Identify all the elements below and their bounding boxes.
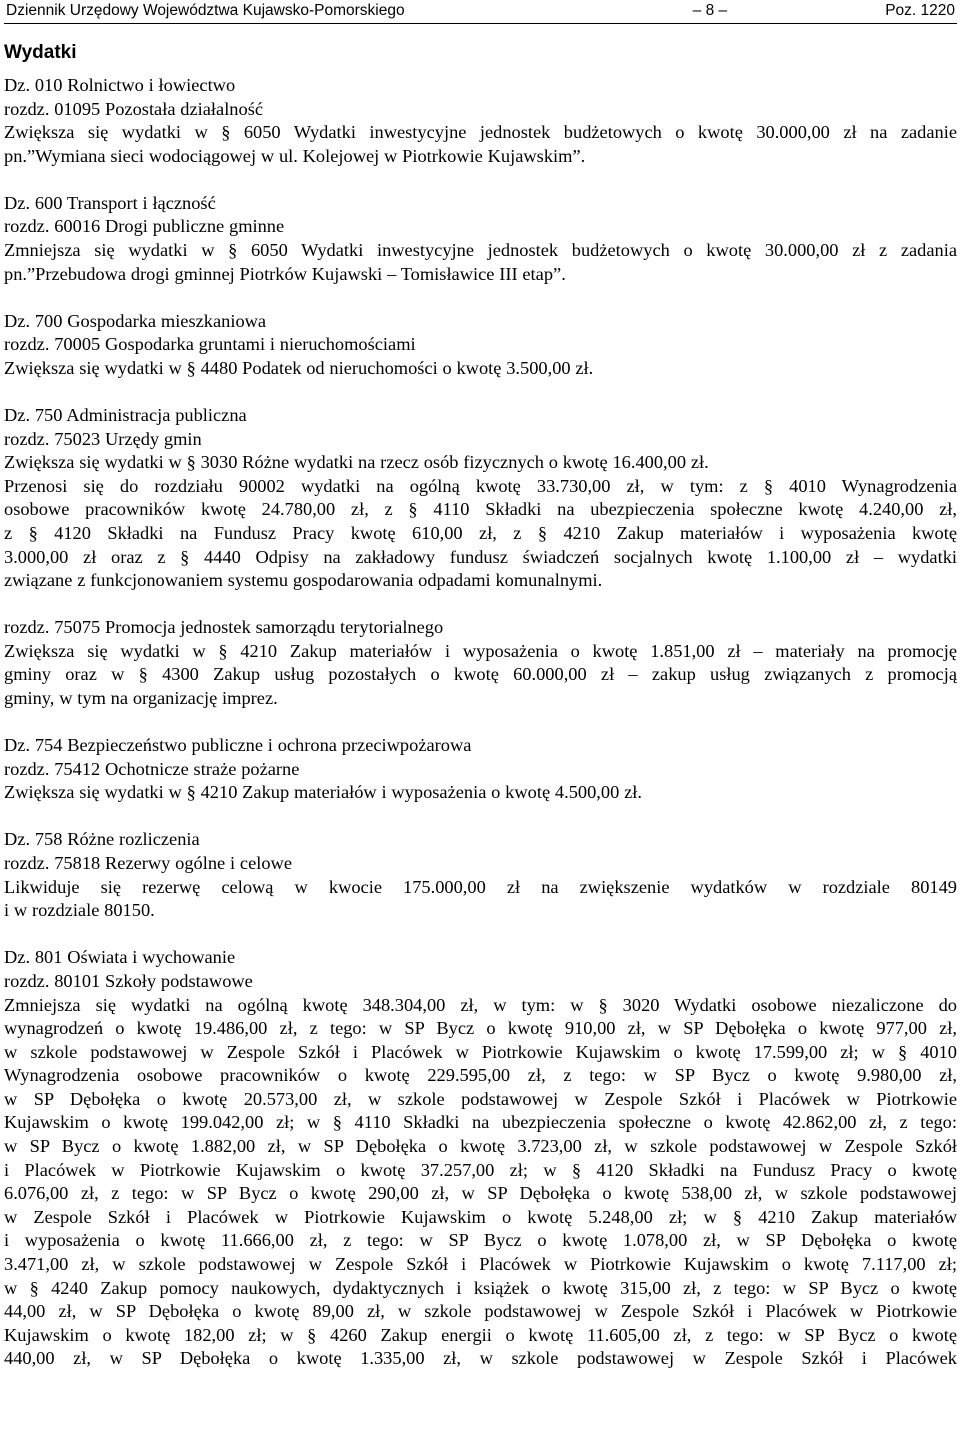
- text-line: związane z funkcjonowaniem systemu gospodarowania odpadami komunalnymi.: [4, 570, 603, 591]
- page-header: [4, 0, 957, 24]
- text-line: Kujawskim o kwotę 199.042,00 zł; w § 4110 Składki na ubezpieczenia społeczne o kwotę 42.862,00 zł, z tego:: [4, 1112, 957, 1133]
- text-line: Zwiększa się wydatki w § 3030 Różne wydatki na rzecz osób fizycznych o kwotę 16.400,00 zł.: [4, 452, 709, 473]
- budget-section: [4, 192, 957, 286]
- text-line: w Zespole Szkół i Placówek w Piotrkowie Kujawskim o kwotę 5.248,00 zł; w § 4210 Zakup materiałów: [4, 1206, 957, 1227]
- text-line: osobowe pracowników kwotę 24.780,00 zł, z § 4110 Składki na ubezpieczenia społeczne kwotę 4.240,00 zł,: [4, 499, 957, 520]
- text-line: Dz. 754 Bezpieczeństwo publiczne i ochrona przeciwpożarowa: [4, 735, 472, 756]
- budget-section: [4, 946, 957, 1371]
- text-line: Zwiększa się wydatki w § 4210 Zakup materiałów i wyposażenia o kwotę 1.851,00 zł – materiały na promocję: [4, 640, 957, 661]
- text-line: Zwiększa się wydatki w § 4480 Podatek od nieruchomości o kwotę 3.500,00 zł.: [4, 357, 594, 378]
- text-line: 44,00 zł, w SP Dębołęka o kwotę 89,00 zł, w szkole podstawowej w Zespole Szkół i Placówek w Piotrkowie: [4, 1301, 957, 1322]
- text-line: rozdz. 75023 Urzędy gmin: [4, 428, 202, 449]
- text-line: Likwiduje się rezerwę celową w kwocie 175.000,00 zł na zwiększenie wydatków w rozdziale 80149: [4, 876, 957, 897]
- text-line: Przenosi się do rozdziału 90002 wydatki na ogólną kwotę 33.730,00 zł, w tym: z § 4010 Wynagrodzenia: [4, 475, 957, 496]
- text-line: i wyposażenia o kwotę 11.666,00 zł, z tego: w SP Bycz o kwotę 1.078,00 zł, w SP Dębołęka o kwotę: [4, 1230, 957, 1251]
- budget-section: [4, 616, 957, 710]
- text-line: Zmniejsza się wydatki na ogólną kwotę 348.304,00 zł, w tym: w § 3020 Wydatki osobowe niezaliczone do: [4, 994, 957, 1015]
- text-line: w szkole podstawowej w Zespole Szkół i Placówek w Piotrkowie Kujawskim o kwotę 17.599,00 zł; w § 4010: [4, 1041, 957, 1062]
- text-line: Dz. 010 Rolnictwo i łowiectwo: [4, 75, 236, 95]
- text-line: i Placówek w Piotrkowie Kujawskim o kwotę 37.257,00 zł; w § 4120 Składki na Fundusz Pracy o kwotę: [4, 1159, 957, 1180]
- text-line: Dz. 750 Administracja publiczna: [4, 405, 247, 426]
- text-line: z § 4120 Składki na Fundusz Pracy kwotę 610,00 zł, z § 4210 Zakup materiałów i wyposażenia kwotę: [4, 523, 957, 543]
- budget-section: [4, 404, 957, 593]
- text-line: gminy oraz w § 4300 Zakup usług pozostałych o kwotę 60.000,00 zł – zakup usług związanych z promocją: [4, 664, 957, 685]
- text-line: wynagrodzeń o kwotę 19.486,00 zł, z tego: w SP Bycz o kwotę 910,00 zł, w SP Dębołęka o kwotę 977,00 zł,: [4, 1018, 957, 1039]
- text-line: rozdz. 75818 Rezerwy ogólne i celowe: [4, 853, 292, 874]
- text-line: Dz. 801 Oświata i wychowanie: [4, 947, 236, 968]
- budget-section: [4, 74, 957, 168]
- document-body: [4, 74, 957, 1371]
- text-line: Wynagrodzenia osobowe pracowników o kwotę 229.595,00 zł, z tego: w SP Bycz o kwotę 9.980,00 zł,: [4, 1065, 957, 1086]
- journal-name: Dziennik Urzędowy Województwa Kujawsko-Pomorskiego: [6, 2, 405, 19]
- text-line: w SP Bycz o kwotę 1.882,00 zł, w SP Dębołęka o kwotę 3.723,00 zł, w szkole podstawowej w Zespole Szkół: [4, 1136, 957, 1157]
- text-line: Dz. 758 Różne rozliczenia: [4, 829, 200, 850]
- page-number: – 8 –: [692, 2, 728, 19]
- text-line: 3.000,00 zł oraz z § 4440 Odpisy na zakładowy fundusz świadczeń socjalnych kwotę 1.100,00 zł – wydatki: [4, 546, 957, 567]
- text-line: rozdz. 60016 Drogi publiczne gminne: [4, 216, 285, 237]
- text-line: 6.076,00 zł, z tego: w SP Bycz o kwotę 290,00 zł, w SP Dębołęka o kwotę 538,00 zł, w szkole podstawowej: [4, 1183, 957, 1204]
- text-line: Zwiększa się wydatki w § 6050 Wydatki inwestycyjne jednostek budżetowych o kwotę 30.000,00 zł na zadanie: [4, 122, 957, 143]
- text-line: 440,00 zł, w SP Dębołęka o kwotę 1.335,00 zł, w szkole podstawowej w Zespole Szkół i Placówek: [4, 1348, 957, 1369]
- text-line: rozdz. 75412 Ochotnicze straże pożarne: [4, 758, 300, 779]
- budget-section: [4, 828, 957, 922]
- text-line: Zwiększa się wydatki w § 4210 Zakup materiałów i wyposażenia o kwotę 4.500,00 zł.: [4, 782, 642, 803]
- text-line: Dz. 600 Transport i łączność: [4, 192, 216, 213]
- text-line: i w rozdziale 80150.: [4, 900, 155, 921]
- text-line: gminy, w tym na organizację imprez.: [4, 688, 278, 709]
- text-line: w § 4240 Zakup pomocy naukowych, dydaktycznych i książek o kwotę 315,00 zł, z tego: w SP Bycz o kwotę: [4, 1277, 957, 1298]
- text-line: pn.”Wymiana sieci wodociągowej w ul. Kolejowej w Piotrkowie Kujawskim”.: [4, 145, 586, 166]
- text-line: rozdz. 80101 Szkoły podstawowe: [4, 970, 253, 991]
- budget-section: [4, 734, 957, 805]
- text-line: Dz. 700 Gospodarka mieszkaniowa: [4, 310, 267, 331]
- text-line: rozdz. 75075 Promocja jednostek samorządu terytorialnego: [4, 617, 444, 638]
- text-line: w SP Dębołęka o kwotę 20.573,00 zł, w szkole podstawowej w Zespole Szkół i Placówek w Piotrkowie: [4, 1088, 957, 1109]
- text-line: Zmniejsza się wydatki w § 6050 Wydatki inwestycyjne jednostek budżetowych o kwotę 30.000,00 zł z zadania: [4, 240, 957, 261]
- position-number: Poz. 1220: [885, 2, 955, 19]
- text-line: pn.”Przebudowa drogi gminnej Piotrków Kujawski – Tomisławice III etap”.: [4, 263, 566, 284]
- section-title: Wydatki: [4, 42, 77, 63]
- text-line: rozdz. 70005 Gospodarka gruntami i nieruchomościami: [4, 334, 416, 355]
- budget-section: [4, 310, 957, 381]
- text-line: 3.471,00 zł, w szkole podstawowej w Zespole Szkół i Placówek w Piotrkowie Kujawskim o kwotę 7.117,00 zł;: [4, 1254, 957, 1275]
- text-line: Kujawskim o kwotę 182,00 zł; w § 4260 Zakup energii o kwotę 11.605,00 zł, z tego: w SP Bycz o kwotę: [4, 1324, 957, 1345]
- text-line: rozdz. 01095 Pozostała działalność: [4, 98, 264, 119]
